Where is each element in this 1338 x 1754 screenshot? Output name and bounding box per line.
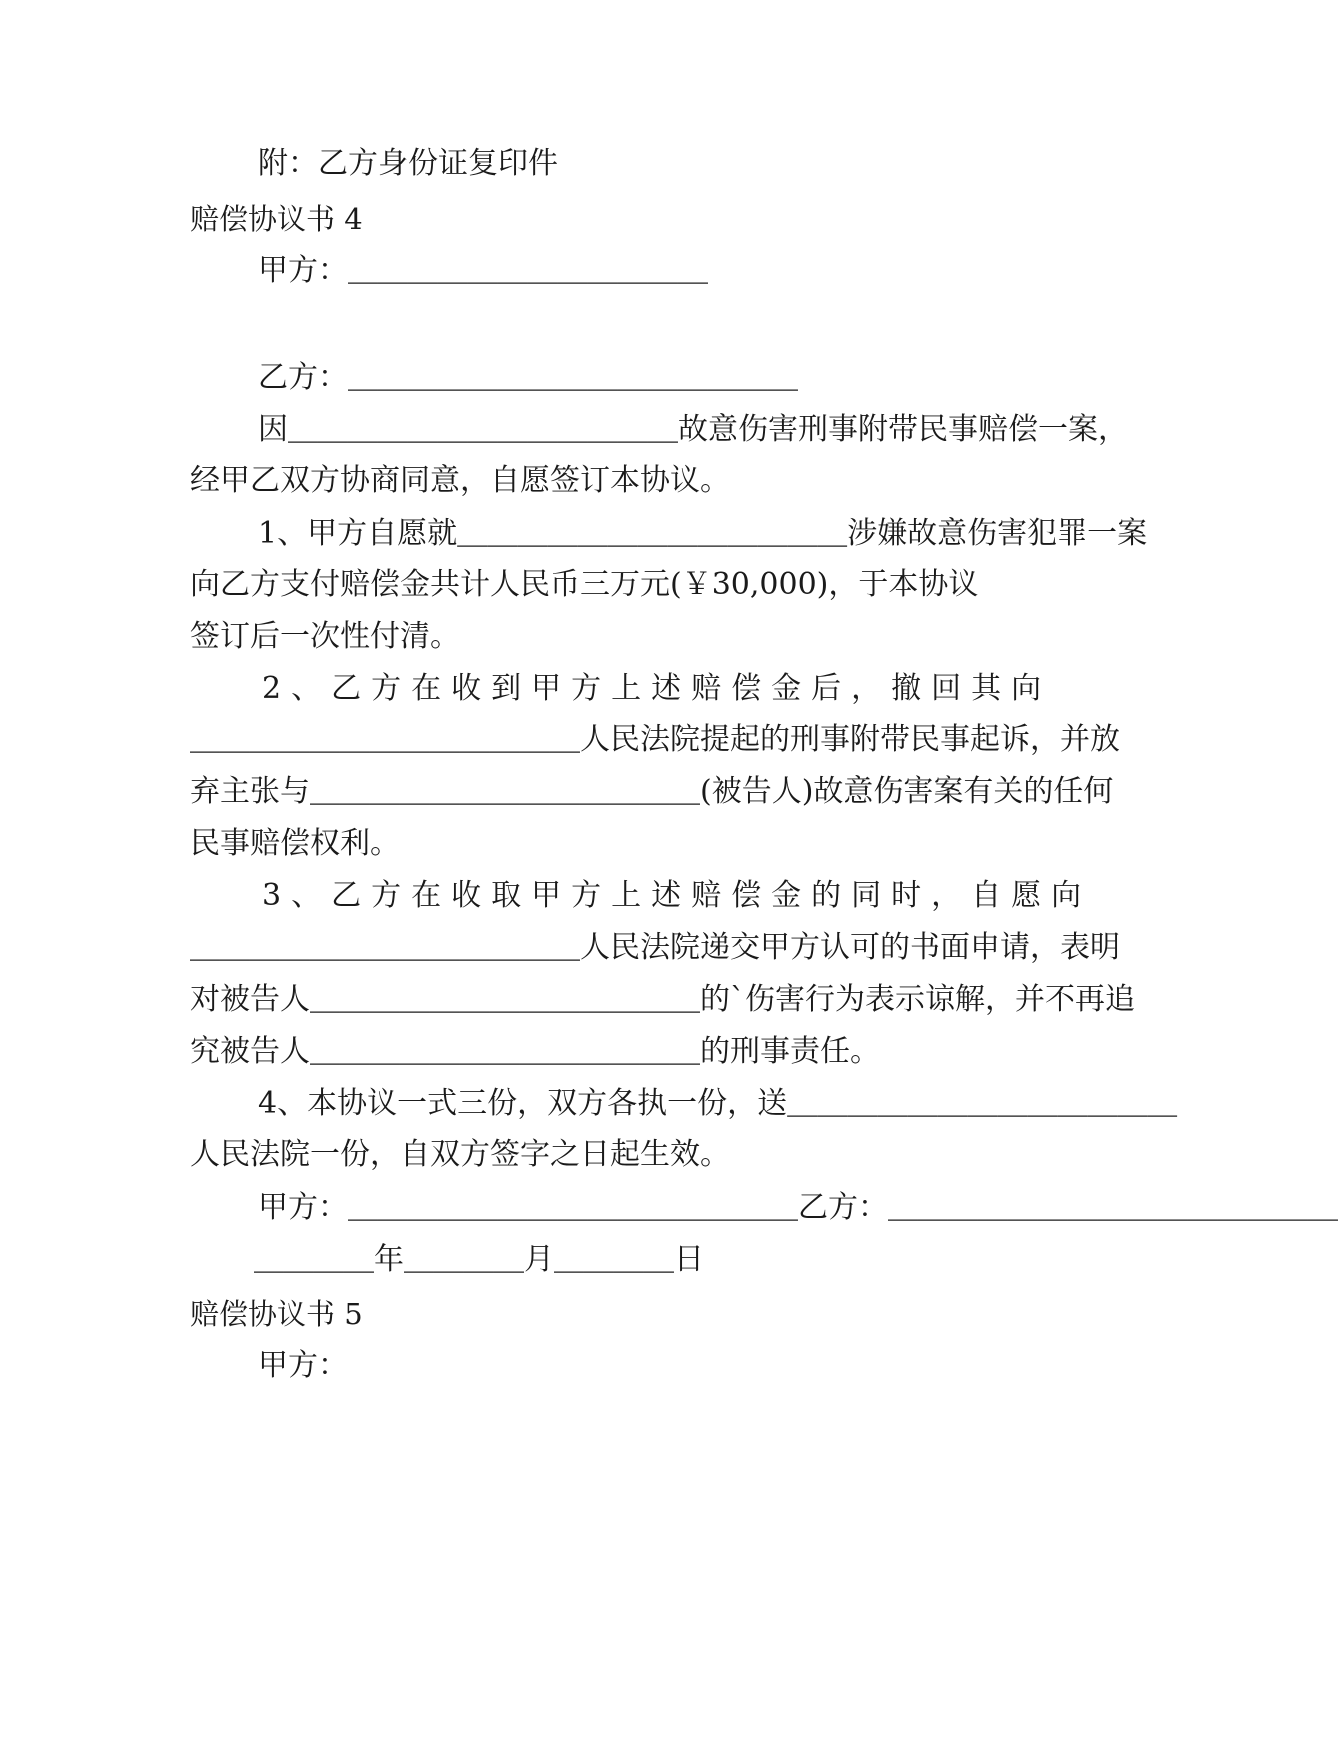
section-heading-4: 赔偿协议书 4 xyxy=(190,202,363,236)
clause-2-line-1: 2、乙方在收到甲方上述赔偿金后，撤回其向 xyxy=(262,671,1052,706)
clause-2-line-4: 民事赔偿权利。 xyxy=(190,826,400,861)
party-b-line: 乙方：＿＿＿＿＿＿＿＿＿＿＿＿＿＿＿ xyxy=(258,360,798,395)
party-a-line: 甲方：＿＿＿＿＿＿＿＿＿＿＿＿ xyxy=(258,253,708,288)
paragraph-intro-line-2: 经甲乙双方协商同意，自愿签订本协议。 xyxy=(190,463,730,498)
clause-3-line-4: 究被告人＿＿＿＿＿＿＿＿＿＿＿＿＿的刑事责任。 xyxy=(190,1034,880,1069)
clause-3-line-2: ＿＿＿＿＿＿＿＿＿＿＿＿＿人民法院递交甲方认可的书面申请，表明 xyxy=(190,930,1120,965)
paragraph-intro-line-1: 因＿＿＿＿＿＿＿＿＿＿＿＿＿故意伤害刑事附带民事赔偿一案， xyxy=(258,412,1128,447)
clause-2-line-3: 弃主张与＿＿＿＿＿＿＿＿＿＿＿＿＿(被告人)故意伤害案有关的任何 xyxy=(190,774,1114,809)
attachment-note: 附：乙方身份证复印件 xyxy=(258,146,558,181)
section-heading-5: 赔偿协议书 5 xyxy=(190,1297,363,1331)
clause-1-line-3: 签订后一次性付清。 xyxy=(190,619,460,654)
date-line: ＿＿＿＿年＿＿＿＿月＿＿＿＿日 xyxy=(254,1242,704,1277)
clause-3-line-1: 3、乙方在收取甲方上述赔偿金的同时，自愿向 xyxy=(262,878,1092,913)
signature-line: 甲方：＿＿＿＿＿＿＿＿＿＿＿＿＿＿＿乙方：＿＿＿＿＿＿＿＿＿＿＿＿＿＿＿ xyxy=(258,1190,1338,1225)
clause-1-line-2: 向乙方支付赔偿金共计人民币三万元(￥30,000)，于本协议 xyxy=(190,567,979,602)
clause-3-line-3: 对被告人＿＿＿＿＿＿＿＿＿＿＿＿＿的`伤害行为表示谅解，并不再追 xyxy=(190,982,1135,1017)
party-a-line-5: 甲方： xyxy=(258,1348,348,1383)
clause-4-line-1: 4、本协议一式三份，双方各执一份，送＿＿＿＿＿＿＿＿＿＿＿＿＿ xyxy=(258,1086,1178,1121)
clause-1-line-1: 1、甲方自愿就＿＿＿＿＿＿＿＿＿＿＿＿＿涉嫌故意伤害犯罪一案 xyxy=(258,516,1148,551)
clause-2-line-2: ＿＿＿＿＿＿＿＿＿＿＿＿＿人民法院提起的刑事附带民事起诉，并放 xyxy=(190,722,1120,757)
clause-4-line-2: 人民法院一份，自双方签字之日起生效。 xyxy=(190,1137,730,1172)
